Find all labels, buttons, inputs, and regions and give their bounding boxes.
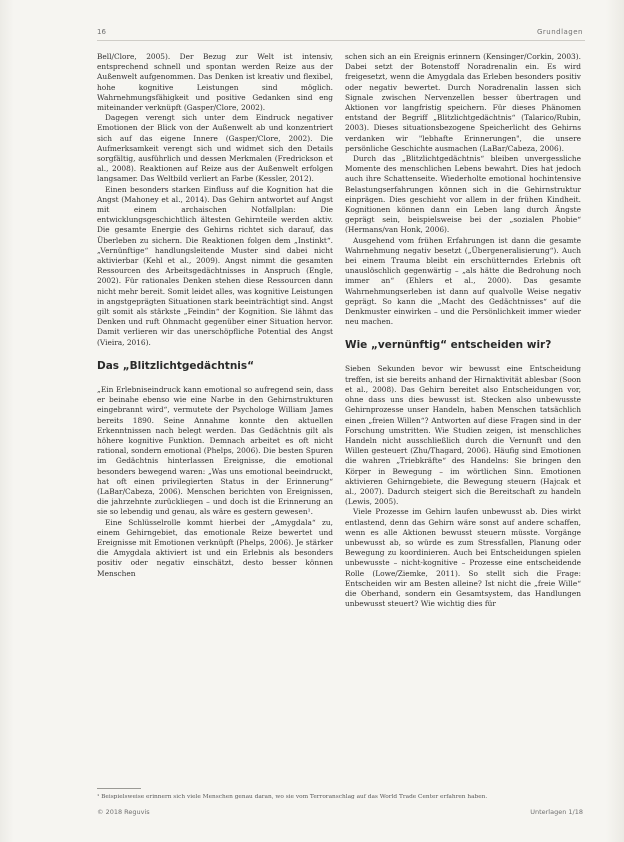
right-column [345,52,581,762]
running-title: Grundlagen [536,28,583,36]
paragraph: Eine Schlüsselrolle kommt hierbei der „Amygdala“ zu, einem Gehirngebiet, das emotionale Reize bewertet und Ereignisse mit Emotionen verknüpft (Phelps, 2006). Je stärker die Amygdala aktiviert ist und ein Erlebnis als besonders positiv oder negativ einschätzt, desto besser können Menschen [97,517,333,578]
page-footer [97,808,585,818]
paragraph: Durch das „Blitzlichtgedächtnis“ bleiben unvergessliche Momente des menschlichen Lebens bewahrt. Dies hat jedoch auch ihre Schattenseite. Wiederholte emotional hochintensive Belastungserfahrungen können sich in die Gehirnstruktur einprägen. Dies geschieht vor allem in der frühen Kindheit. Kognitionen können dann ein Leben lang durch Ängste geprägt sein, beispielsweise bei der „sozialen Phobie“ (Hermans/van Honk, 2006). [345,154,581,235]
footer-copyright: © 2018 Reguvis [97,808,150,816]
section-heading: Das „Blitzlichtgedächtnis“ [97,359,255,372]
paragraph: Bell/Clore, 2005). Der Bezug zur Welt ist intensiv, entsprechend schnell und spontan werden Reize aus der Außenwelt aufgenommen. Das Denken ist kreativ und flexibel, hohe kognitive Leistungen sind möglich. Wahrnehmungsfähigkeit und positive Gedanken sind eng miteinander verknüpft (Gasper/Clore, 2002). [97,52,333,113]
section-heading: Wie „vernünftig“ entscheiden wir? [345,339,552,352]
header-divider [97,40,585,41]
paragraph: schen sich an ein Ereignis erinnern (Kensinger/Corkin, 2003). Dabei setzt der Botenstoff Noradrenalin ein. Es wird freigesetzt, wenn die Amygdala das Erleben besonders positiv oder negativ bewertet. Durch Noradrenalin lassen sich Signale zwischen Nervenzellen besser übertragen und Aktionen vor langfristig speichern. Für dieses Phänomen entstand der Begriff „Blitzlichtgedächtnis“ (Talarico/Rubin, 2003). Dieses situationsbezogene Speicherlicht des Gehirns verdanken wir "lebhafte Erinnerungen", die unsere persönliche Geschichte ausmachen (LaBar/Cabeza, 2006). [345,52,581,153]
paragraph: Sieben Sekunden bevor wir bewusst eine Entscheidung treffen, ist sie bereits anhand der Hirnaktivität ablesbar (Soon et al., 2008). Das Gehirn bereitet also Entscheidungen vor, ohne dass uns dies bewusst ist. Stecken also unbewusste Gehirnprozesse unser Handeln, haben Menschen tatsächlich einen „freien Willen“? Antworten auf diese Fragen sind in der Forschung umstritten. Wie Studien zeigen, ist menschliches Handeln nicht ausschließlich durch die Vernunft und den Willen gesteuert (Zhu/Thagard, 2006). Häufig sind Emotionen die wahren „Triebkräfte“ des Handelns: Sie bringen den Körper in Bewegung – im wörtlichen Sinn. Emotionen aktivieren Gehirngebiete, die Bewegung steuern (Hajcak et al., 2007). Dadurch steigert sich die Bereitschaft zu handeln (Lewis, 2005). [345,364,581,507]
left-column [97,52,333,762]
page-number: 16 [97,28,106,36]
paragraph: Viele Prozesse im Gehirn laufen unbewusst ab. Dies wirkt entlastend, denn das Gehirn wäre sonst auf andere schaffen, wenn es alle Aktionen bewusst steuern müsste. Vorgänge unbewusst ab, so würde es zum Stressfallen, Planung oder Bewegung zu koordinieren. Auch bei Entscheidungen spielen unbewusste – nicht-kognitive – Prozesse eine entscheidende Rolle (Lowe/Ziemke, 2011). So stellt sich die Frage: Entscheiden wir am Besten alleine? Ist nicht die „freie Wille“ die Oberhand, sondern ein Gesamtsystem, das Handlungen unbewusst steuert? Wie wichtig dies für [345,507,581,609]
footer-issue: Unterlagen 1/18 [530,808,583,816]
paragraph: Dagegen verengt sich unter dem Eindruck negativer Emotionen der Blick von der Außenwelt ab und konzentriert sich auf das eigene Innere (Gasper/Clore, 2002). Die Aufmerksamkeit verengt sich und widmet sich den Details sorgfältig, ausführlich und dessen Merkmalen (Fredrickson et al., 2008). Reaktionen auf Reize aus der Außenwelt erfolgen langsamer. Das Weltbild verliert an Farbe (Kessler, 2012). [97,113,333,184]
page-header [97,28,585,40]
footnote-divider [97,788,141,789]
paragraph: Einen besonders starken Einfluss auf die Kognition hat die Angst (Mahoney et al., 2014). Das Gehirn antwortet auf Angst mit einem archaischen Notfallplan: Die entwicklungsgeschichtlich ältesten Gehirnteile werden aktiv. Die gesamte Energie des Gehirns richtet sich darauf, das Überleben zu sichern. Die Reaktionen folgen dem „Instinkt“. „Vernünftige“ handlungsleitende Muster sind dabei nicht aktivierbar (Kehl et al., 2009). Angst nimmt die gesamten Ressourcen des Arbeitsgedächtnisses in Anspruch (Engle, 2002). Für rationales Denken stehen diese Ressourcen dann nicht mehr bereit. Somit leidet alles, was kognitive Leistungen in angstgeprägten Situationen stark beeinträchtigt sind. Angst gilt somit als stärkste „Feindin“ der Kognition. Sie lähmt das Denken und ruft Ohnmacht gegenüber einer Situation hervor. Damit verlieren wir das unerschöpfliche Potential des Angst (Vieira, 2016). [97,184,333,347]
footnote: ¹ Beispielsweise erinnern sich viele Menschen genau daran, wo sie vom Terroranschlag auf das World Trade Center erfahren haben. [97,794,488,800]
paragraph: „Ein Erlebniseindruck kann emotional so aufregend sein, dass er beinahe ebenso wie eine Narbe in den Gehirnstrukturen eingebrannt wird“, vermutete der Psychologe William James bereits 1890. Seine Annahme konnte den aktuellen Erkenntnissen nach belegt werden. Das Gedächtnis gilt als höhere kognitive Funktion. Demnach arbeitet es oft nicht rational, sondern emotional (Phelps, 2006). Die besten Spuren im Gedächtnis hinterlassen Ereignisse, die emotional besonders bewegend waren: „Was uns emotional beeindruckt, hat oft einen privilegierten Status in der Erinnerung“ (LaBar/Cabeza, 2006). Menschen berichten von Ereignissen, die jahrzehnte zurückliegen – und doch ist die Erinnerung an sie so lebendig und genau, als wäre es gestern gewesen¹. [97,384,333,517]
paragraph: Ausgehend vom frühen Erfahrungen ist dann die gesamte Wahrnehmung negativ besetzt („Übergeneralisierung“). Auch bei einem Trauma bleibt ein erschütterndes Erlebnis oft unauslöschlich gegenwärtig – „als hätte die Bedrohung noch immer an“ (Ehlers et al., 2000). Das gesamte Wahrnehmungserleben ist dann auf qualvolle Weise negativ geprägt. So kann die „Macht des Gedächtnisses“ auf die Denkmuster einwirken – und die Persönlichkeit immer wieder neu machen. [345,235,581,327]
